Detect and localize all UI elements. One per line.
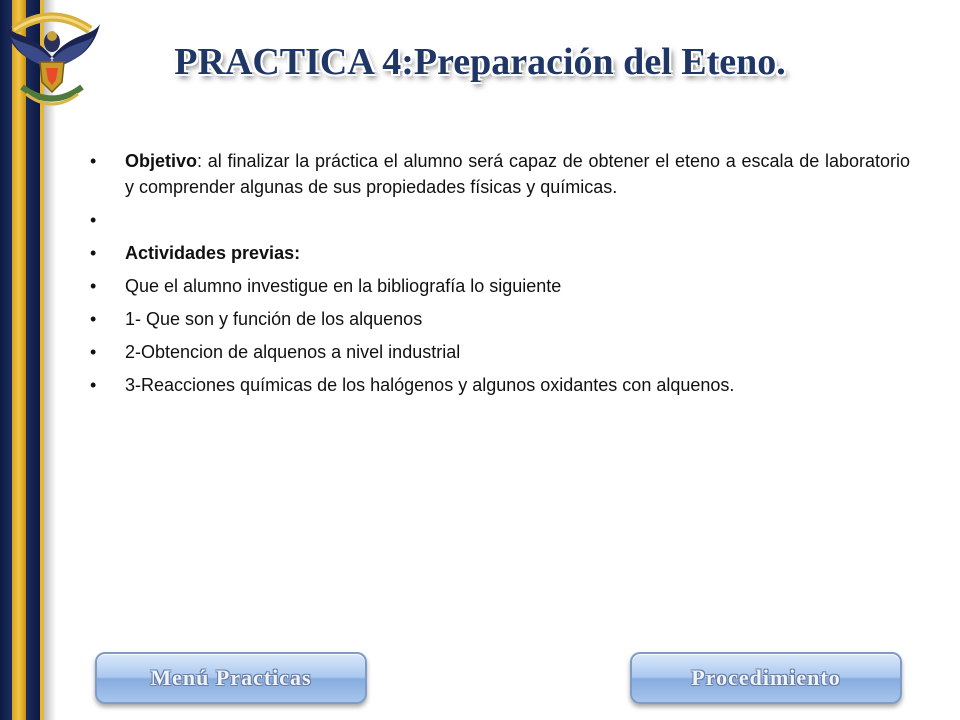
bullet-text: 1- Que son y función de los alquenos [125, 309, 423, 329]
bullet-objective [90, 148, 910, 200]
bullet-text: Que el alumno investigue en la bibliografía lo siguiente [125, 276, 562, 296]
procedimiento-button[interactable]: Procedimiento [630, 652, 902, 704]
bullet-text: 3-Reacciones químicas de los halógenos y algunos oxidantes con alquenos. [125, 375, 735, 395]
bullet-item [90, 306, 910, 332]
objective-text: : al finalizar la práctica el alumno será capaz de obtener el eteno a escala de laboratorio y comprender algunas de sus propiedades físicas y químicas. [125, 151, 910, 197]
bullet-activities [90, 240, 910, 266]
objective-label: Objetivo [125, 151, 198, 171]
bullet-empty [90, 207, 910, 233]
university-crest-icon [2, 2, 102, 112]
activities-label: Actividades previas: [125, 243, 301, 263]
bullet-text: 2-Obtencion de alquenos a nivel industrial [125, 342, 461, 362]
page-title: PRACTICA 4:Preparación del Eteno. [174, 41, 786, 83]
bullet-item [90, 273, 910, 299]
bullet-item [90, 372, 910, 398]
bullet-item [90, 339, 910, 365]
menu-practicas-button[interactable]: Menú Practicas [95, 652, 367, 704]
bullet-list [90, 148, 910, 405]
